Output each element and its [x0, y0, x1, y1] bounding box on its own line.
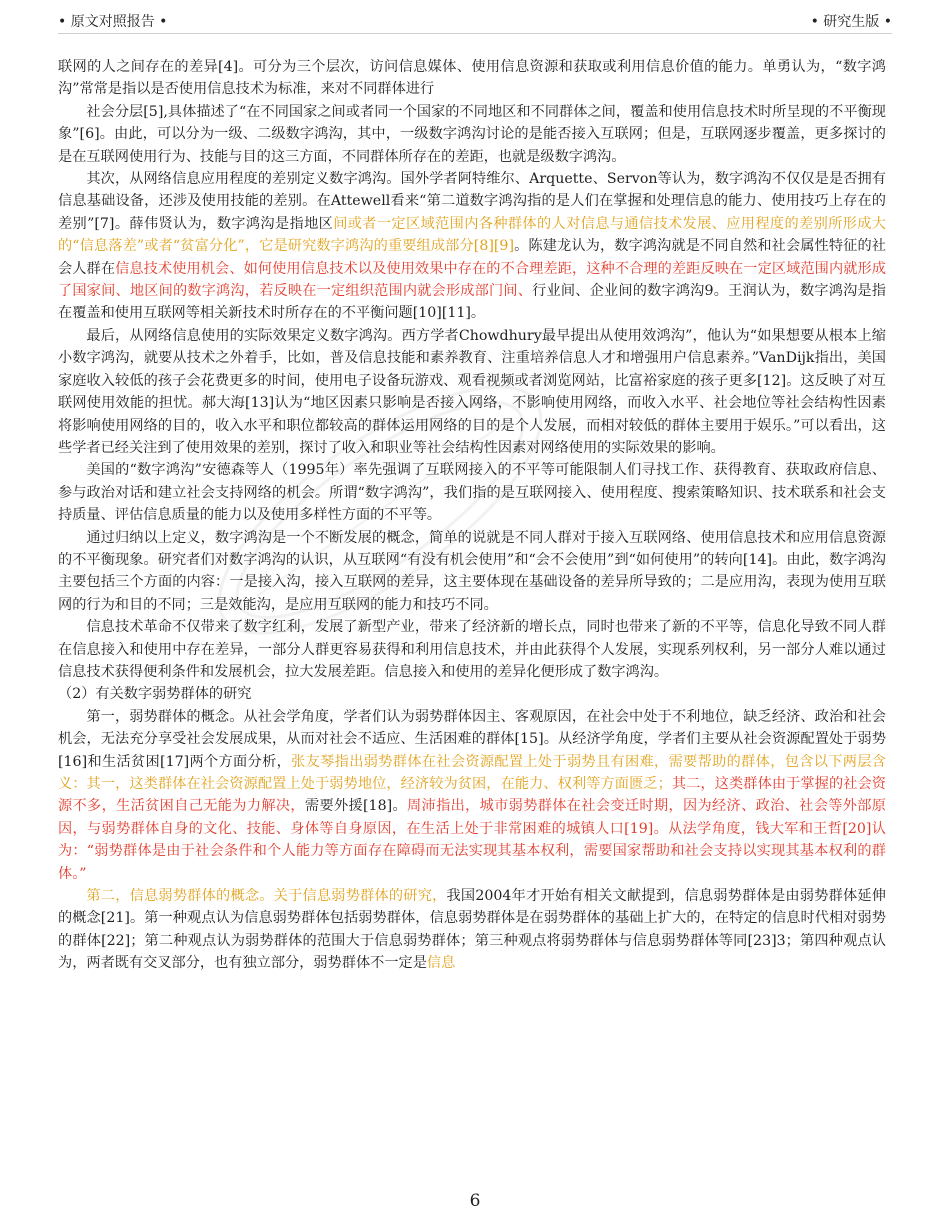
header-divider [58, 33, 892, 34]
paragraph-text: 第一，弱势群体的概念。从社会学角度，学者们认为弱势群体因主、客观原因，在社会中处于不利地位，缺乏经济、政治和社会机会，无法充分享受社会发展成果，从而对社会不适应、生活困难的群体[15]。从经济学角度，学者们主要从社会资源配置处于弱势[16]和生活贫困[17]两个方面分析， [58, 708, 886, 770]
header-edition-label: • 研究生版 • [810, 14, 892, 30]
highlighted-text-red: 周沛指出，城市弱势群体在社会变迁时期，因为经济、政治、社会等外部原因，与弱势群体自身的文化、技能、身体等自身原因，在生活上处于非常困难的城镇人口[19]。从法学角度，钱大军和王哲[20]认为：“弱势群体是由于社会条件和个人能力等方面存在障碍而无法实现其基本权利，需要国家帮助和社会支持以实现其基本权利的群体。” [58, 798, 886, 882]
body-paragraph [58, 168, 886, 325]
body-paragraph [58, 459, 886, 526]
paragraph-text: 。陈建龙认为，数字鸿沟就是不同自然和社会属性特征的社会人群在 [58, 238, 886, 277]
paragraph-text: （2）有关数字弱势群体的研究 [58, 686, 252, 703]
paragraph-text: 行业间、企业间的数字鸿沟9。王润认为，数字鸿沟是指在覆盖和使用互联网等相关新技术时所存在的不平衡问题[10][11]。 [58, 283, 886, 322]
highlighted-text-yellow: 间或者一定区域范围内各种群体的人对信息与通信技术发展、应用程度的差别所形成大的“信息落差”或者“贫富分化”，它是研究数字鸿沟的重要组成部分[8][9] [58, 215, 886, 255]
body-paragraph [58, 56, 886, 101]
highlighted-text-yellow: 第二，信息弱势群体的概念。关于信息弱势群体的研究， [86, 888, 447, 905]
paragraph-text: 我国2004年才开始有相关文献提到，信息弱势群体是由弱势群体延伸的概念[21]。第一种观点认为信息弱势群体包括弱势群体，信息弱势群体是在弱势群体的基础上扩大的，在特定的信息时代相对弱势的群体[22]；第二种观点认为弱势群体的范围大于信息弱势群体；第三种观点将弱势群体与信息弱势群体等同[23]3；第四种观点认为，两者既有交叉部分，也有独立部分，弱势群体不一定是 [58, 888, 886, 972]
paragraph-text: 美国的“数字鸿沟”安德森等人（1995年）率先强调了互联网接入的不平等可能限制人们寻找工作、获得教育、获取政府信息、参与政治对话和建立社会支持网络的机会。所谓“数字鸿沟”，我们指的是互联网接入、使用程度、搜索策略知识、技术联系和社会支持质量、评估信息质量的能力以及使用多样性方面的不平等。 [58, 462, 886, 524]
body-paragraph [58, 706, 886, 885]
section-heading [58, 683, 886, 705]
body-paragraph [58, 101, 886, 168]
page-header [58, 11, 892, 31]
body-paragraph [58, 616, 886, 683]
page-number: 6 [469, 1191, 481, 1211]
paragraph-text: 通过归纳以上定义，数字鸿沟是一个不断发展的概念，简单的说就是不同人群对于接入互联网络、使用信息技术和应用信息资源的不平衡现象。研究者们对数字鸿沟的认识，从互联网“有没有机会使用”和“会不会使用”到“如何使用”的转向[14]。由此，数字鸿沟主要包括三个方面的内容：一是接入沟，接入互联网的差异，这主要体现在基础设备的差异所导致的；二是应用沟，表现为使用互联网的行为和目的不同；三是效能沟，是应用互联网的能力和技巧不同。 [58, 529, 886, 613]
highlighted-text-red: 信息技术使用机会、如何使用信息技术以及使用效果中存在的不合理差距，这种不合理的差距反映在一定区域范围内就形成了国家间、地区间的数字鸿沟，若反映在一定组织范围内就会形成部门间、 [58, 260, 886, 300]
highlighted-text-yellow: 信息 [426, 955, 456, 972]
paragraph-text: 联网的人之间存在的差异[4]。可分为三个层次，访问信息媒体、使用信息资源和获取或利用信息价值的能力。单勇认为，“数字鸿沟”常常是指以是否使用信息技术为标准，来对不同群体进行 [58, 59, 886, 98]
body-paragraph [58, 325, 886, 459]
highlighted-text-red: 其二，这类群体由于掌握的社会资源不多，生活贫困自己无能为力解决， [58, 776, 886, 815]
paragraph-text: 社会分层[5],具体描述了“在不同国家之间或者同一个国家的不同地区和不同群体之间，覆盖和使用信息技术时所呈现的不平衡现象”[6]。由此，可以分为一级、二级数字鸿沟，其中，一级数字鸿沟讨论的是能否接入互联网；但是，互联网逐步覆盖，更多探讨的是在互联网使用行为、技能与目的这三方面，不同群体所存在的差距，也就是级数字鸿沟。 [58, 103, 886, 165]
paragraph-text: 信息技术革命不仅带来了数字红利，发展了新型产业，带来了经济新的增长点，同时也带来了新的不平等，信息化导致不同人群在信息接入和使用中存在差异，一部分人群更容易获得和利用信息技术，并由此获得个人发展，实现系列权利，另一部分人难以通过信息技术获得便利条件和发展机会，拉大发展差距。信息接入和使用的差异化便形成了数字鸿沟。 [58, 619, 886, 680]
paragraph-text: 其次，从网络信息应用程度的差别定义数字鸿沟。国外学者阿特维尔、Arquette、Servon等认为，数字鸿沟不仅仅是是否拥有信息基础设备，还涉及使用技能的差别。在Attewell看来“第二道数字鸿沟指的是人们在掌握和处理信息的能力、使用技巧上存在的差别”[7]。薛伟贤认为，数字鸿沟是指地区 [58, 171, 886, 232]
highlighted-text-yellow: 张友琴指出弱势群体在社会资源配置上处于弱势且有困难，需要帮助的群体，包含以下两层含义：其一，这类群体在社会资源配置上处于弱势地位，经济较为贫困，在能力、权利等方面匮乏； [58, 753, 886, 792]
paragraph-text: 最后，从网络信息使用的实际效果定义数字鸿沟。西方学者Chowdhury最早提出从使用效鸿沟”，他认为“如果想要从根本上缩小数字鸿沟，就要从技术之外着手，比如，普及信息技能和素养教育、注重培养信息人才和增强用户信息素养。”VanDijk指出，美国家庭收入较低的孩子会花费更多的时间，使用电子设备玩游戏、观看视频或者浏览网站，比富裕家庭的孩子更多[12]。这反映了对互联网使用效能的担忧。郝大海[13]认为“地区因素只影响是否接入网络，不影响使用网络，而收入水平、社会地位等社会结构性因素将影响使用网络的目的，收入水平和职位都较高的群体运用网络的目的是个人发展，而相对较低的群体主要用于娱乐。”可以看出，这些学者已经关注到了使用效果的差别，探讨了收入和职业等社会结构性因素对网络使用的实际效果的影响。 [58, 327, 886, 456]
header-report-title: • 原文对照报告 • [58, 14, 168, 30]
document-body [58, 56, 886, 975]
body-paragraph [58, 885, 886, 975]
body-paragraph [58, 527, 886, 617]
paragraph-text: 需要外援[18]。 [304, 798, 408, 815]
